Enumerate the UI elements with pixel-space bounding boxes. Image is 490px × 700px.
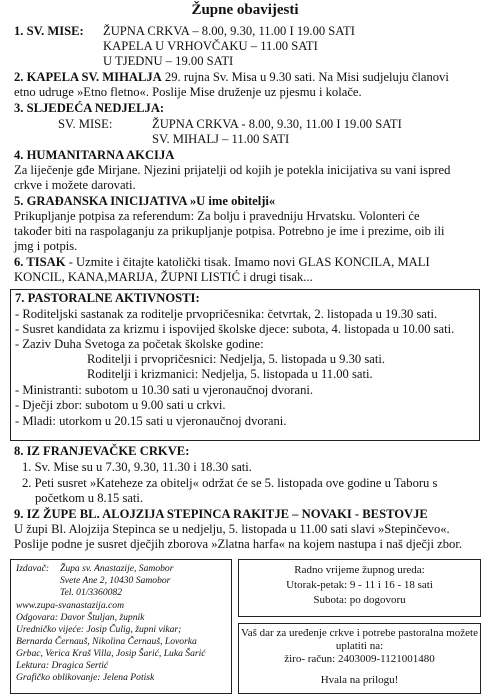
s3-line1: ŽUPNA CRKVA - 8.00, 9.30, 11.00 I 19.00 SATI <box>152 117 402 131</box>
imprint-line: Bernarda Černauš, Nikolina Černauš, Lovorka <box>16 636 197 647</box>
donation-thanks: Hvala na prilogu! <box>320 674 399 686</box>
s1-line1: ŽUPNA CRKVA – 8.00, 9.30, 11.00 I 19.00 SATI <box>103 24 355 38</box>
s7-item: - Mladi: utorkom u 20.15 sati u vjeronaučnoj dvorani. <box>15 414 287 428</box>
imprint-line: Grbac, Verica Kraš Villa, Josip Šarić, Luka Šarić <box>16 648 206 659</box>
s8-item1: 1. Sv. Mise su u 7.30, 9.30, 11.30 i 18.30 sati. <box>22 460 252 474</box>
s2-line1 <box>14 70 449 85</box>
donation-line2: uplatiti na: <box>335 640 384 652</box>
s7-item: Roditelji i krizmanici: Nedjelja, 5. listopada u 11.00 sati. <box>87 367 373 381</box>
s2-text2: etno udruge »Etno fletno«. Poslije Mise druženje uz pjesmu i kolače. <box>14 85 362 99</box>
s7-item: - Susret kandidata za krizmu i ispovijed školske djece: subota, 4. listopada u 10.00 sati. <box>15 322 455 336</box>
s3-line2: SV. MIHALJ – 11.00 SATI <box>152 132 290 146</box>
imprint-line: Grafičko oblikovanje: Jelena Potisk <box>16 672 155 683</box>
s7-item: - Zaziv Duha Svetoga za početak školske godine: <box>15 337 264 351</box>
s4-text1: Za liječenje gđe Mirjane. Njezini prijatelji od kojih je potekla inicijativa su vani ispred <box>14 163 451 177</box>
office-hours-weekday: Utorak-petak: 9 - 11 i 16 - 18 sati <box>286 579 433 591</box>
imprint-line: Lektura: Dragica Sertić <box>16 660 109 671</box>
s6-heading: 6. TISAK <box>14 255 66 269</box>
office-hours-title: Radno vrijeme župnog ureda: <box>294 564 425 576</box>
s1-line3: U TJEDNU – 19.00 SATI <box>103 54 234 68</box>
s1-line2: KAPELA U VRHOVČAKU – 11.00 SATI <box>103 39 318 53</box>
s5-heading: 5. GRAĐANSKA INICIJATIVA »U ime obitelji« <box>14 194 276 208</box>
s7-item: - Roditeljski sastanak za roditelje prvopričesnika: četvrtak, 2. listopada u 19.30 sati. <box>15 307 438 321</box>
imprint-line: www.zupa-svanastazija.com <box>16 600 125 611</box>
s5-text1: Prikupljanje potpisa za referendum: Za bolju i pravedniju Hrvatsku. Volonteri će <box>14 209 420 223</box>
imprint-line: Tel. 01/3360082 <box>60 587 123 598</box>
imprint-line: Odgovara: Davor Štuljan, župnik <box>16 612 145 623</box>
s7-heading: 7. PASTORALNE AKTIVNOSTI: <box>15 291 200 305</box>
donation-account: žiro- račun: 2403009-1121001480 <box>284 653 435 665</box>
s4-heading: 4. HUMANITARNA AKCIJA <box>14 148 175 162</box>
s5-text3: jmg i potpis. <box>14 239 78 253</box>
s8-item2b: početkom u 8.15 sati. <box>35 491 144 505</box>
s7-item: - Dječji zbor: subotom u 9.00 sati u crkvi. <box>15 398 226 412</box>
imprint-line: Uredničko vijeće: Josip Čulig, župni vikar; <box>16 624 182 635</box>
s7-item: Roditelji i prvopričesnici: Nedjelja, 5. listopada u 9.30 sati. <box>87 352 385 366</box>
s9-heading: 9. IZ ŽUPE BL. ALOJZIJA STEPINCA RAKITJE – NOVAKI - BESTOVJE <box>14 507 428 521</box>
s5-text2: također biti na raspolaganju za prikupljanje potpisa. Potrebno je ime i prezime, oib ili <box>14 224 445 238</box>
s3-label: SV. MISE: <box>58 117 113 131</box>
s7-item: - Ministranti: subotom u 10.30 sati u vjeronaučnoj dvorani. <box>15 383 314 397</box>
s2-text1: 29. rujna Sv. Misa u 9.30 sati. Na Misi sudjeluju članovi <box>161 70 449 84</box>
imprint-line: Župa sv. Anastazije, Samobor <box>60 563 174 574</box>
s9-text2: Poslije podne je susret dječjih zborova »Zlatna harfa« na kojem nastupa i naš dječji zbor. <box>14 537 462 551</box>
s6-line1 <box>14 255 430 270</box>
s3-heading: 3. SLJEDEĆA NEDJELJA: <box>14 101 165 115</box>
s1-heading: 1. SV. MISE: <box>14 24 84 38</box>
s8-item2a: 2. Peti susret »Kateheze za obitelj« održat će se 5. listopada ove godine u Taboru s <box>22 476 438 490</box>
s6-text2: KONCIL, KANA,MARIJA, ŽUPNI LISTIĆ i drugi tisak... <box>14 270 313 284</box>
page-title: Župne obavijesti <box>191 2 299 18</box>
s4-text2: crkve i možete darovati. <box>14 178 136 192</box>
donation-line1: Vaš dar za uređenje crkve i potrebe pastoralna možete <box>241 627 478 639</box>
office-hours-saturday: Subota: po dogovoru <box>313 594 406 606</box>
s9-text1: U župi Bl. Alojzija Stepinca se u nedjelju, 5. listopada u 11.00 sati slavi »Stepinčevo«. <box>14 522 450 536</box>
s2-heading: 2. KAPELA SV. MIHALJA <box>14 70 162 84</box>
imprint-line: Svete Ane 2, 10430 Samobor <box>60 575 171 586</box>
s6-text1: - Uzmite i čitajte katolički tisak. Imamo novi GLAS KONCILA, MALI <box>65 255 430 269</box>
s8-heading: 8. IZ FRANJEVAČKE CRKVE: <box>14 444 190 458</box>
imprint-label: Izdavač: <box>16 563 50 574</box>
